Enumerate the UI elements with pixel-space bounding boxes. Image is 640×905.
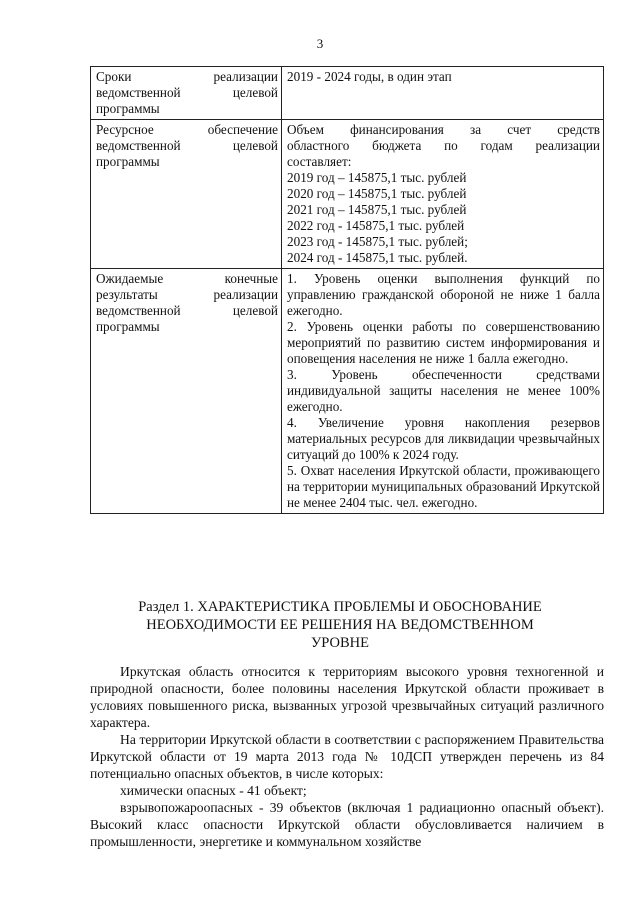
label-line: Ожидаемые конечные — [96, 271, 278, 286]
row-value-resources — [282, 120, 604, 269]
paragraph: взрывопожароопасных - 39 объектов (включая 1 радиационно опасный объект). Высокий класс опасности Иркутской области обусловливается наличием в промышленности, энергетике и коммунальном хозяйстве — [90, 800, 604, 849]
body-text — [90, 663, 604, 850]
row-label-resources — [91, 120, 282, 269]
row-label-results — [91, 269, 282, 514]
result-item: 2. Уровень оценки работы по совершенствованию мероприятий по развитию систем информирования и оповещения населения не ниже 1 балла ежегодно. — [287, 319, 600, 366]
value-line: 2023 год - 145875,1 тыс. рублей; — [287, 234, 468, 249]
page-number: 3 — [316, 36, 324, 51]
label-line: программы — [96, 101, 160, 116]
value-line: 2021 год – 145875,1 тыс. рублей — [287, 202, 467, 217]
label-line: программы — [96, 319, 160, 334]
result-item: 1. Уровень оценки выполнения функций по управлению гражданской обороной не ниже 1 балла ежегодно. — [287, 271, 600, 318]
result-item: 5. Охват населения Иркутской области, проживающего на территории муниципальных образований Иркутской не менее 2404 тыс. чел. ежегодно. — [287, 463, 600, 510]
value-line: Объем финансирования за счет средств — [287, 122, 600, 137]
value-line: 2024 год - 145875,1 тыс. рублей. — [287, 250, 468, 265]
paragraph: Иркутская область относится к территориям высокого уровня техногенной и природной опасности, более половины населения Иркутской области проживает в условиях повышенного риска, вызванных угрозой чрезвычайных ситуаций различного характера. — [90, 664, 604, 730]
row-value-results — [282, 269, 604, 514]
label-line: ведомственной целевой — [96, 303, 278, 318]
label-line: результаты реализации — [96, 287, 278, 302]
label-line: программы — [96, 154, 160, 169]
paragraph: химически опасных - 41 объект; — [120, 783, 307, 798]
table-row — [91, 269, 604, 514]
section-title-line: НЕОБХОДИМОСТИ ЕЕ РЕШЕНИЯ НА ВЕДОМСТВЕННОМ — [146, 617, 534, 633]
result-item: 3. Уровень обеспеченности средствами индивидуальной защиты населения не менее 100% ежегодно. — [287, 367, 600, 414]
label-line: ведомственной целевой — [96, 138, 278, 153]
table-row — [91, 120, 604, 269]
value-line: 2019 год – 145875,1 тыс. рублей — [287, 170, 467, 185]
label-line: Сроки реализации — [96, 69, 278, 84]
value-line: 2020 год – 145875,1 тыс. рублей — [287, 186, 467, 201]
row-label-terms — [91, 67, 282, 120]
value-line: областного бюджета по годам реализации — [287, 138, 600, 153]
value-line: 2019 - 2024 годы, в один этап — [287, 69, 452, 84]
label-line: ведомственной целевой — [96, 85, 278, 100]
row-value-terms — [282, 67, 604, 120]
value-line: составляет: — [287, 154, 352, 169]
value-line: 2022 год - 145875,1 тыс. рублей — [287, 218, 465, 233]
passport-table — [90, 66, 604, 514]
label-line: Ресурсное обеспечение — [96, 122, 278, 137]
table-row — [91, 67, 604, 120]
section-title-line: УРОВНЕ — [311, 635, 369, 651]
section-title-line: Раздел 1. ХАРАКТЕРИСТИКА ПРОБЛЕМЫ И ОБОСНОВАНИЕ — [138, 599, 542, 615]
result-item: 4. Увеличение уровня накопления резервов материальных ресурсов для ликвидации чрезвычайных ситуаций до 100% к 2024 году. — [287, 415, 600, 462]
paragraph: На территории Иркутской области в соответствии с распоряжением Правительства Иркутской области от 19 марта 2013 года № 10ДСП утвержден перечень из 84 потенциально опасных объектов, в числе которых: — [90, 732, 604, 781]
section-title — [120, 598, 560, 652]
